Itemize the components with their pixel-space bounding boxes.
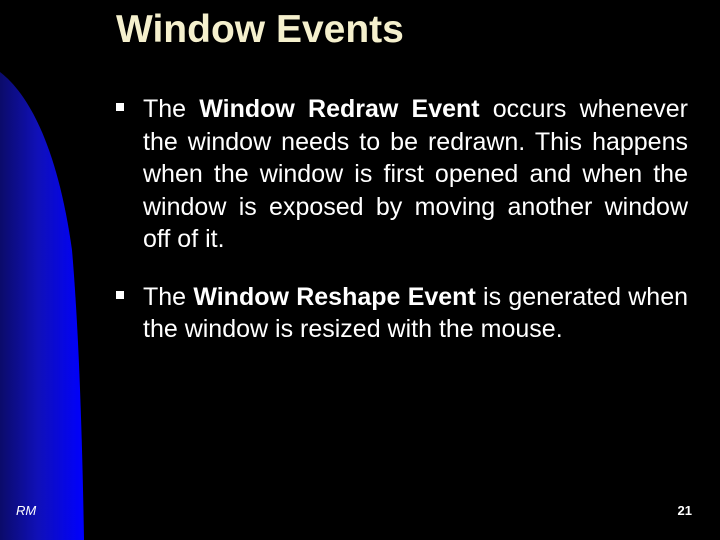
slide-title: Window Events <box>116 8 404 51</box>
bullet-text-bold: Window Reshape Event <box>193 282 476 311</box>
bullet-list <box>116 93 688 346</box>
bullet-item <box>116 281 688 346</box>
bullet-text-plain: The <box>143 282 194 311</box>
bullet-text <box>143 283 688 344</box>
bullet-text-plain: occurs whenever the window needs to be redrawn. This happens when the window is first opened and when the window is exposed by moving another window off of it. <box>143 95 688 253</box>
bullet-text-plain: is generated when the window is resized with the mouse. <box>143 282 689 343</box>
bullet-text-plain: The <box>143 95 200 123</box>
bullet-text <box>143 95 688 253</box>
bullet-text-bold: Window Redraw Event <box>199 95 480 123</box>
slide-number: 21 <box>677 503 692 518</box>
square-bullet-icon <box>116 291 124 299</box>
square-bullet-icon <box>116 103 124 111</box>
bullet-item <box>116 93 688 256</box>
footer-author-initials: RM <box>16 503 37 518</box>
